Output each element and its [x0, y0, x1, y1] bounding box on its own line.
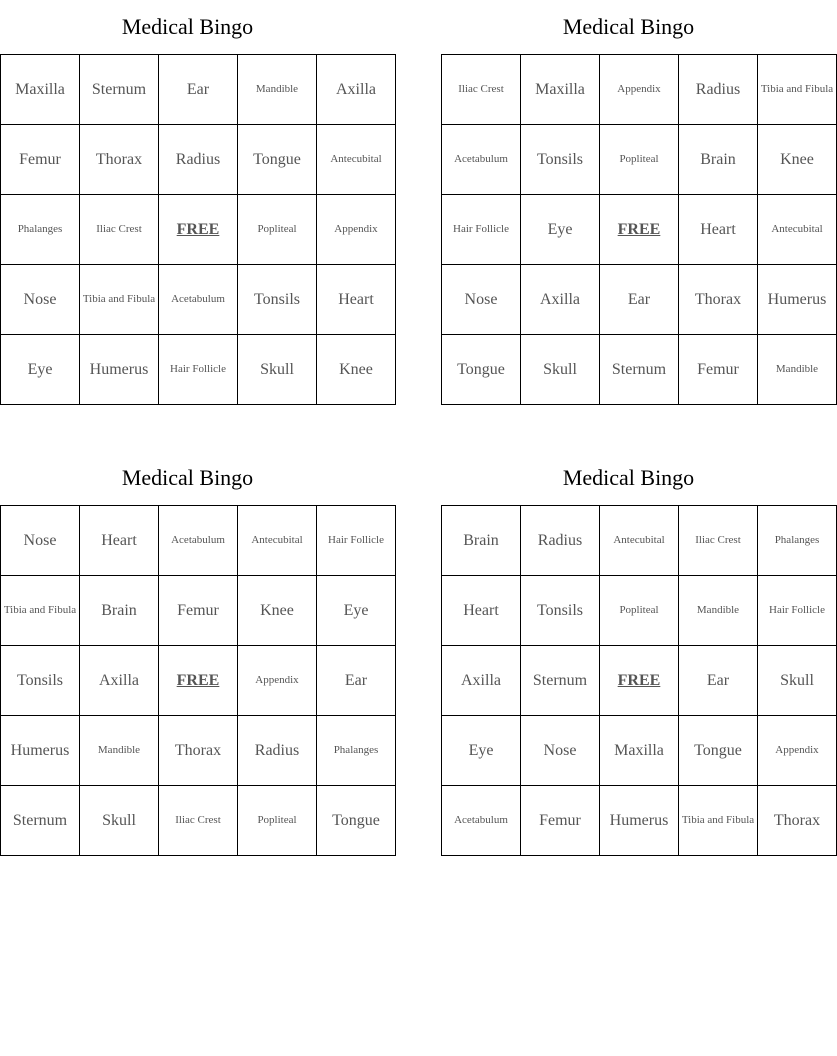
bingo-cell: Maxilla — [600, 716, 679, 786]
grid-row — [1, 195, 396, 265]
bingo-grid — [0, 505, 396, 856]
bingo-cell: Hair Follicle — [758, 576, 837, 646]
card-title: Medical Bingo — [562, 14, 695, 39]
free-space: FREE — [159, 646, 238, 716]
bingo-cell: Ear — [317, 646, 396, 716]
bingo-cell: Hair Follicle — [442, 195, 521, 265]
bingo-cell: Axilla — [442, 646, 521, 716]
bingo-grid — [0, 54, 396, 405]
bingo-cell: Phalanges — [317, 716, 396, 786]
bingo-cell: Tongue — [317, 786, 396, 856]
grid-row — [442, 506, 837, 576]
grid-row — [1, 125, 396, 195]
bingo-cell: Acetabulum — [442, 786, 521, 856]
card-title: Medical Bingo — [562, 465, 695, 490]
grid-row — [442, 55, 837, 125]
bingo-cell: Maxilla — [521, 55, 600, 125]
grid-row — [1, 576, 396, 646]
bingo-cell: Tonsils — [238, 265, 317, 335]
bingo-cell: Acetabulum — [442, 125, 521, 195]
grid-row — [1, 506, 396, 576]
bingo-card-4 — [441, 464, 825, 856]
bingo-cell: Humerus — [80, 335, 159, 405]
bingo-cell: Skull — [80, 786, 159, 856]
bingo-cell: Radius — [679, 55, 758, 125]
bingo-cell: Tonsils — [1, 646, 80, 716]
bingo-cell: Ear — [600, 265, 679, 335]
bingo-cell: Iliac Crest — [80, 195, 159, 265]
bingo-cell: Popliteal — [600, 125, 679, 195]
bingo-cell: Skull — [521, 335, 600, 405]
bingo-cell: Sternum — [600, 335, 679, 405]
bingo-cell: Tibia and Fibula — [758, 55, 837, 125]
bingo-cell: Maxilla — [1, 55, 80, 125]
bingo-cell: Brain — [80, 576, 159, 646]
bingo-cell: Appendix — [600, 55, 679, 125]
bingo-cell: Tongue — [679, 716, 758, 786]
bingo-cell: Axilla — [80, 646, 159, 716]
bingo-grid — [441, 505, 837, 856]
bingo-cell: Radius — [238, 716, 317, 786]
grid-row — [442, 265, 837, 335]
bingo-cell: Tibia and Fibula — [80, 265, 159, 335]
bingo-cell: Phalanges — [1, 195, 80, 265]
bingo-cell: Femur — [159, 576, 238, 646]
bingo-cell: Brain — [679, 125, 758, 195]
bingo-cell: Acetabulum — [159, 506, 238, 576]
bingo-cell: Tongue — [238, 125, 317, 195]
bingo-cell: Heart — [80, 506, 159, 576]
bingo-cell: Sternum — [521, 646, 600, 716]
bingo-cell: Eye — [521, 195, 600, 265]
bingo-cell: Femur — [679, 335, 758, 405]
bingo-cell: Appendix — [238, 646, 317, 716]
bingo-cell: Mandible — [758, 335, 837, 405]
bingo-cell: Antecubital — [600, 506, 679, 576]
bingo-cell: Ear — [159, 55, 238, 125]
bingo-cell: Nose — [1, 506, 80, 576]
bingo-cell: Humerus — [758, 265, 837, 335]
bingo-cell: Heart — [317, 265, 396, 335]
bingo-grid — [441, 54, 837, 405]
bingo-cell: Thorax — [80, 125, 159, 195]
grid-row — [1, 716, 396, 786]
grid-row — [442, 335, 837, 405]
bingo-cell: Antecubital — [758, 195, 837, 265]
grid-row — [442, 646, 837, 716]
grid-row — [1, 335, 396, 405]
bingo-cell: Nose — [1, 265, 80, 335]
grid-row — [1, 646, 396, 716]
bingo-cell: Acetabulum — [159, 265, 238, 335]
bingo-cell: Knee — [758, 125, 837, 195]
bingo-cell: Tonsils — [521, 125, 600, 195]
bingo-cell: Antecubital — [317, 125, 396, 195]
bingo-cell: Ear — [679, 646, 758, 716]
bingo-cell: Tongue — [442, 335, 521, 405]
bingo-cell: Knee — [317, 335, 396, 405]
bingo-cell: Popliteal — [600, 576, 679, 646]
bingo-cell: Iliac Crest — [442, 55, 521, 125]
bingo-cell: Radius — [159, 125, 238, 195]
bingo-card-1 — [0, 13, 382, 405]
bingo-cell: Eye — [1, 335, 80, 405]
bingo-cell: Antecubital — [238, 506, 317, 576]
bingo-card-3 — [0, 464, 384, 856]
bingo-cell: Nose — [442, 265, 521, 335]
bingo-cell: Tibia and Fibula — [1, 576, 80, 646]
grid-row — [442, 195, 837, 265]
grid-row — [1, 786, 396, 856]
bingo-cell: Hair Follicle — [317, 506, 396, 576]
bingo-cell: Brain — [442, 506, 521, 576]
card-title: Medical Bingo — [121, 465, 254, 490]
bingo-cell: Popliteal — [238, 786, 317, 856]
bingo-cell: Iliac Crest — [159, 786, 238, 856]
grid-row — [442, 576, 837, 646]
bingo-cell: Mandible — [238, 55, 317, 125]
bingo-cell: Femur — [1, 125, 80, 195]
bingo-cell: Humerus — [600, 786, 679, 856]
grid-row — [442, 716, 837, 786]
grid-row — [1, 265, 396, 335]
bingo-cell: Mandible — [80, 716, 159, 786]
bingo-cell: Thorax — [679, 265, 758, 335]
bingo-cell: Iliac Crest — [679, 506, 758, 576]
bingo-cell: Phalanges — [758, 506, 837, 576]
grid-row — [442, 125, 837, 195]
bingo-cell: Thorax — [159, 716, 238, 786]
bingo-cell: Hair Follicle — [159, 335, 238, 405]
bingo-cell: Sternum — [80, 55, 159, 125]
bingo-cell: Eye — [442, 716, 521, 786]
bingo-cell: Axilla — [521, 265, 600, 335]
bingo-cell: Humerus — [1, 716, 80, 786]
bingo-cell: Heart — [442, 576, 521, 646]
bingo-cell: Appendix — [317, 195, 396, 265]
grid-row — [1, 55, 396, 125]
bingo-cell: Eye — [317, 576, 396, 646]
bingo-cell: Knee — [238, 576, 317, 646]
bingo-cell: Sternum — [1, 786, 80, 856]
bingo-cell: Appendix — [758, 716, 837, 786]
bingo-cell: Thorax — [758, 786, 837, 856]
free-space: FREE — [159, 195, 238, 265]
bingo-cell: Heart — [679, 195, 758, 265]
bingo-card-2 — [441, 13, 834, 405]
bingo-cell: Tonsils — [521, 576, 600, 646]
bingo-cell: Popliteal — [238, 195, 317, 265]
card-title: Medical Bingo — [121, 14, 254, 39]
bingo-cell: Tibia and Fibula — [679, 786, 758, 856]
bingo-cell: Radius — [521, 506, 600, 576]
free-space: FREE — [600, 646, 679, 716]
free-space: FREE — [600, 195, 679, 265]
grid-row — [442, 786, 837, 856]
bingo-cell: Mandible — [679, 576, 758, 646]
bingo-cell: Axilla — [317, 55, 396, 125]
bingo-cell: Skull — [758, 646, 837, 716]
bingo-cell: Skull — [238, 335, 317, 405]
bingo-cell: Nose — [521, 716, 600, 786]
bingo-cell: Femur — [521, 786, 600, 856]
